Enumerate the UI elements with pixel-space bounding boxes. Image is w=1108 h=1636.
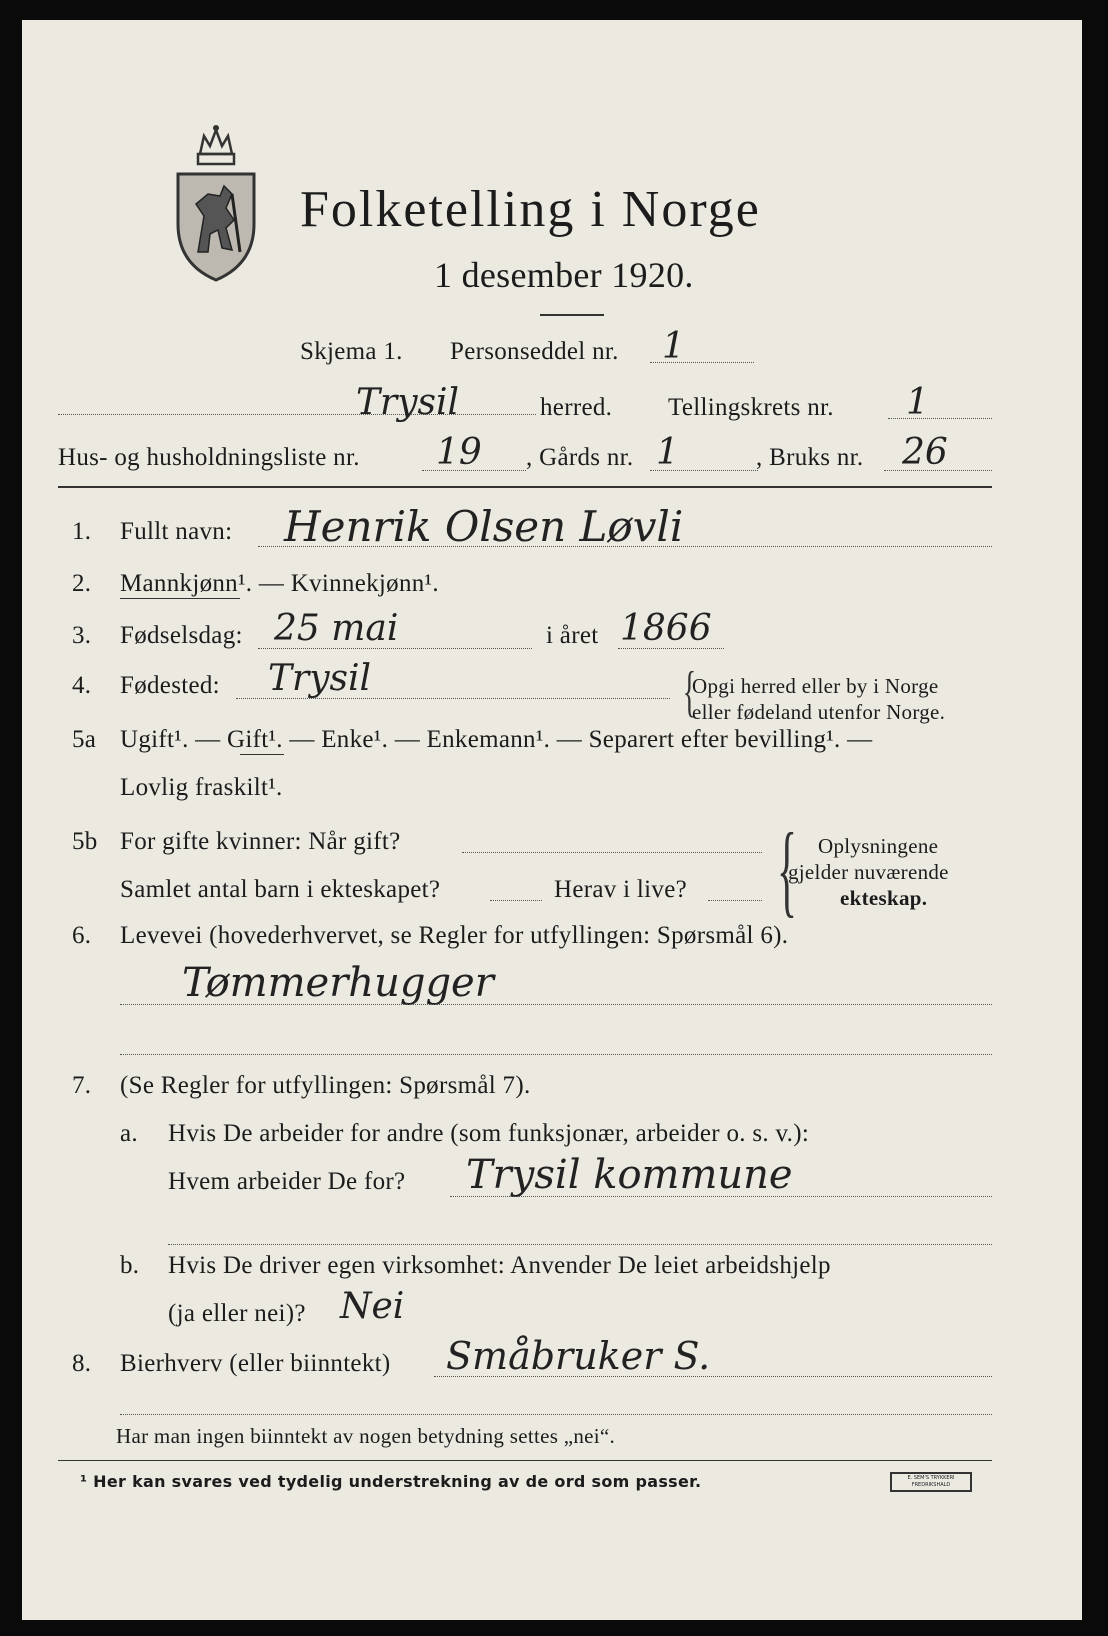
- q2-underline: [120, 598, 240, 599]
- census-form: [22, 20, 1082, 1620]
- q8-label: Bierhverv (eller biinntekt): [120, 1350, 391, 1377]
- personseddel-label: Personseddel nr.: [450, 338, 619, 365]
- q5b-brace: {: [776, 812, 797, 927]
- q7b-label: Hvis De driver egen virksomhet: Anvender De leiet arbeidshjelp: [168, 1252, 831, 1279]
- q5a-underline: [240, 754, 284, 755]
- q4-value[interactable]: Trysil: [268, 658, 372, 699]
- coat-of-arms-icon: [174, 124, 258, 284]
- hus-label: Hus- og husholdningsliste nr.: [58, 444, 360, 471]
- q4-number: 4.: [72, 672, 92, 699]
- q8-number: 8.: [72, 1350, 92, 1377]
- tellingskrets-label: Tellingskrets nr.: [668, 394, 834, 421]
- q5b-note-1: Oplysningene: [818, 834, 939, 858]
- q7b-value[interactable]: Nei: [340, 1286, 405, 1327]
- q5a-label: Ugift¹. — Gift¹. — Enke¹. — Enkemann¹. — Separert efter bevilling¹. —: [120, 726, 873, 753]
- q1-line: [258, 546, 992, 547]
- q5b-line-1: [462, 852, 762, 853]
- hus-line: [422, 470, 526, 471]
- q1-label: Fullt navn:: [120, 518, 233, 545]
- q6-line-1: [120, 1004, 992, 1005]
- printer-stamp: [890, 1472, 972, 1492]
- q7a-number: a.: [120, 1120, 138, 1147]
- q7b-label-2: (ja eller nei)?: [168, 1300, 306, 1327]
- q3-label: Fødselsdag:: [120, 622, 243, 649]
- q6-number: 6.: [72, 922, 92, 949]
- nei-note: Har man ingen biinntekt av nogen betydning settes „nei“.: [116, 1424, 616, 1448]
- gards-label: , Gårds nr.: [526, 444, 634, 471]
- form-date: 1 desember 1920.: [434, 255, 694, 295]
- q7a-value[interactable]: Trysil kommune: [466, 1152, 793, 1198]
- q7b-number: b.: [120, 1252, 140, 1279]
- footnote: ¹ Her kan svares ved tydelig understrekning av de ord som passer.: [80, 1472, 702, 1491]
- bruks-line: [884, 470, 992, 471]
- q7-label: (Se Regler for utfyllingen: Spørsmål 7).: [120, 1072, 531, 1099]
- q8-value[interactable]: Småbruker S.: [446, 1334, 711, 1378]
- title-divider: [540, 314, 604, 316]
- q7a-label-2: Hvem arbeider De for?: [168, 1168, 406, 1195]
- q4-brace: {: [682, 661, 697, 723]
- q5b-note-2: gjelder nuværende: [788, 860, 949, 884]
- q8-line-2: [120, 1414, 992, 1415]
- herred-value[interactable]: Trysil: [356, 382, 460, 423]
- q6-label: Levevei (hovederhvervet, se Regler for utfyllingen: Spørsmål 6).: [120, 922, 789, 949]
- q1-value[interactable]: Henrik Olsen Løvli: [284, 502, 684, 551]
- q5b-label: For gifte kvinner: Når gift?: [120, 828, 401, 855]
- printer-stamp-text: E. SEM'S TRYKKERI FREDRIKSHALD: [907, 1475, 955, 1488]
- q5b-note-3: ekteskap.: [840, 886, 928, 910]
- q5a-number: 5a: [72, 726, 97, 753]
- q7a-label: Hvis De arbeider for andre (som funksjonær, arbeider o. s. v.):: [168, 1120, 810, 1147]
- gards-line: [650, 470, 758, 471]
- q6-line-2: [120, 1054, 992, 1055]
- q5b-label-2: Samlet antal barn i ekteskapet?: [120, 876, 441, 903]
- q3-year-line: [618, 648, 724, 649]
- herred-line: [58, 414, 536, 415]
- q5a-label-2: Lovlig fraskilt¹.: [120, 774, 283, 801]
- herred-label: herred.: [540, 394, 613, 421]
- q2-number: 2.: [72, 570, 92, 597]
- q3-number: 3.: [72, 622, 92, 649]
- q5b-line-2: [490, 900, 542, 901]
- q3-line: [258, 648, 532, 649]
- q8-line-1: [434, 1376, 992, 1377]
- q2-label: Mannkjønn¹. — Kvinnekjønn¹.: [120, 570, 439, 597]
- tellingskrets-line: [888, 418, 992, 419]
- q5b-label-3: Herav i live?: [554, 876, 688, 903]
- personseddel-value[interactable]: 1: [662, 326, 685, 367]
- q7-number: 7.: [72, 1072, 92, 1099]
- q7a-line-1: [450, 1196, 992, 1197]
- hus-value[interactable]: 19: [436, 432, 482, 473]
- q5b-line-3: [708, 900, 762, 901]
- q7a-line-2: [168, 1244, 992, 1245]
- footnote-divider: [58, 1460, 992, 1461]
- q6-value[interactable]: Tømmerhugger: [182, 960, 494, 1006]
- header-divider: [58, 486, 992, 488]
- q3-year-label: i året: [546, 622, 599, 649]
- q5b-number: 5b: [72, 828, 98, 855]
- personseddel-line: [650, 362, 754, 363]
- form-title: Folketelling i Norge: [300, 181, 761, 238]
- tellingskrets-value[interactable]: 1: [906, 382, 929, 423]
- bruks-label: , Bruks nr.: [756, 444, 864, 471]
- skjema-label: Skjema 1.: [300, 338, 403, 365]
- gards-value[interactable]: 1: [656, 432, 679, 473]
- q4-label: Fødested:: [120, 672, 220, 699]
- q4-note-2: eller fødeland utenfor Norge.: [692, 700, 946, 724]
- bruks-value[interactable]: 26: [902, 432, 948, 473]
- q1-number: 1.: [72, 518, 92, 545]
- q3-value[interactable]: 25 mai: [274, 608, 399, 649]
- q4-line: [236, 698, 670, 699]
- q3-year-value[interactable]: 1866: [620, 608, 712, 649]
- q4-note-1: Opgi herred eller by i Norge: [692, 674, 939, 698]
